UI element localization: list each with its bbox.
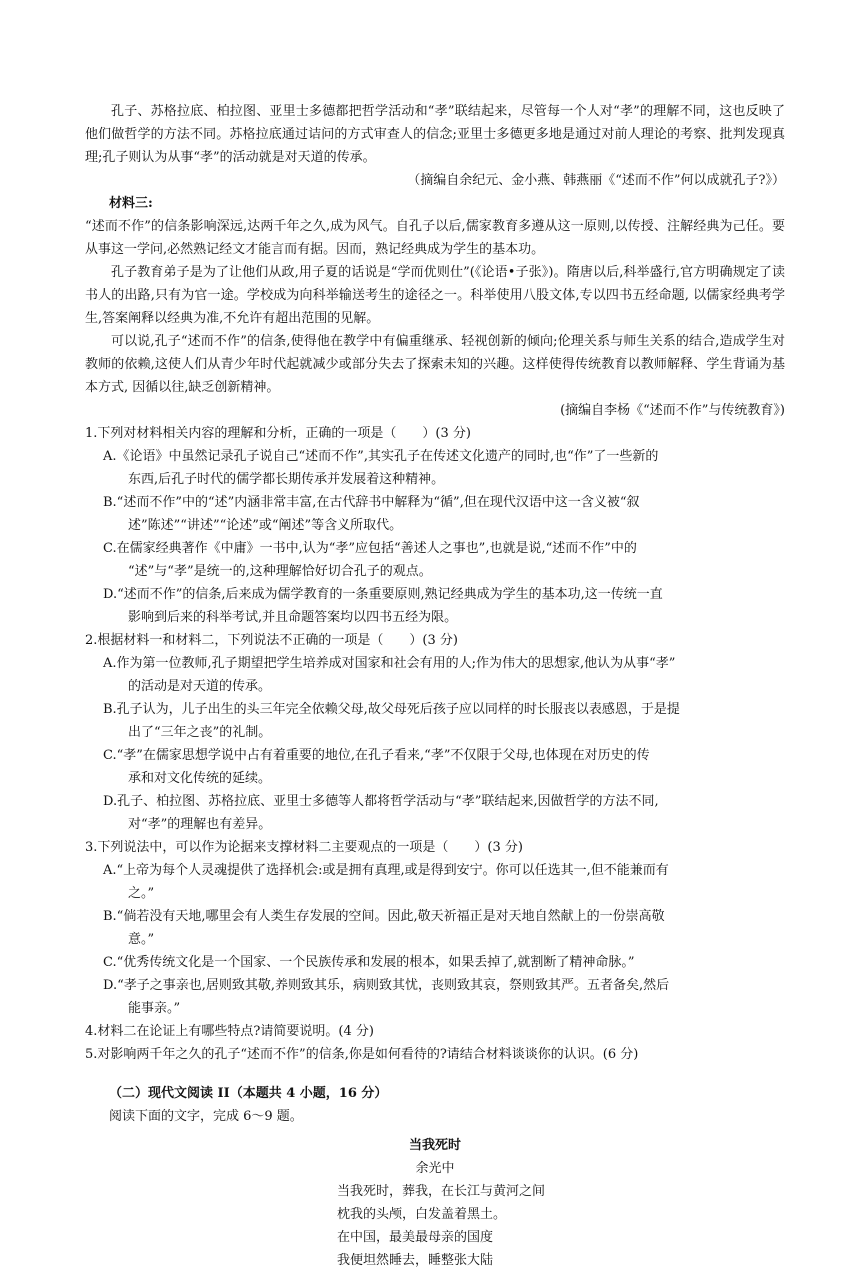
option-line: A.“上帝为每个人灵魂提供了选择机会:或是拥有真理,或是得到安宁。你可以任选其一,但不能兼而有	[103, 863, 669, 878]
option-line: B.孔子认为，儿子出生的头三年完全依赖父母,故父母死后孩子应以同样的时长服丧以表感恩，于是提	[103, 702, 680, 717]
material2-source: （摘编自余纪元、金小燕、韩燕丽《“述而不作”何以成就孔子?》）	[407, 173, 785, 188]
option-line: B.“述而不作”中的“述”内涵非常丰富,在古代辞书中解释为“循”,但在现代汉语中这一含义被“叙	[103, 495, 640, 510]
material2-closing-paragraph: 孔子、苏格拉底、柏拉图、亚里士多德都把哲学活动和“孝”联结起来，尽管每一个人对“孝”的理解不同，这也反映了他们做哲学的方法不同。苏格拉底通过诘问的方式审查人的信念;亚里士多德更多地是通过对前人理论的考察、批判发现真理;孔子则认为从事“孝”的活动就是对天道的传承。	[85, 104, 785, 165]
poem-line: 当我死时，葬我，在长江与黄河之间	[337, 1184, 546, 1199]
option-continuation: 的活动是对天道的传承。	[128, 679, 272, 694]
poem-line: 我便坦然睡去，睡整张大陆	[337, 1253, 494, 1268]
option-b	[85, 698, 785, 744]
option-continuation: 影响到后来的科举考试,并且命题答案均以四书五经为限。	[128, 610, 458, 625]
question-5-stem: 5.对影响两千年之久的孔子“述而不作”的信条,你是如何看待的?请结合材料谈谈你的认识。(6 分)	[85, 1047, 639, 1062]
section-2-title: （二）现代文阅读 II（本题共 4 小题，16 分）	[109, 1086, 388, 1101]
option-c	[85, 744, 785, 790]
option-line: C.在儒家经典著作《中庸》一书中,认为“孝”应包括“善述人之事也”,也就是说,“述而不作”中的	[103, 541, 637, 556]
material3-paragraph-3: 可以说,孔子“述而不作”的信条,使得他在教学中有偏重继承、轻视创新的倾向;伦理关系与师生关系的结合,造成学生对教师的依赖,这使人们从青少年时代起就减少或部分失去了探索未知的兴趣。这样使得传统教育以教师解释、学生背诵为基本方式, 因循以往,缺乏创新精神。	[85, 334, 785, 395]
option-c	[85, 537, 785, 583]
option-continuation: 之。”	[128, 886, 155, 901]
question-3	[85, 836, 785, 1020]
material3-paragraph-2: 孔子教育弟子是为了让他们从政,用子夏的话说是“学而优则仕”(《论语•子张》)。隋唐以后,科举盛行,官方明确规定了读书人的出路,只有为官一途。学校成为向科举输送考生的途径之一。科举使用八股文体,专以四书五经命题, 以儒家经典考学生,答案阐释以经典为准,不允许有超出范围的见解。	[85, 265, 785, 326]
question-2	[85, 629, 785, 836]
option-continuation: 能事亲。”	[128, 1001, 181, 1016]
document-page	[85, 100, 785, 1272]
option-line: A.《论语》中虽然记录孔子说自己“述而不作”,其实孔子在传述文化遗产的同时,也“作”了一些新的	[103, 449, 659, 464]
option-line: D.“孝子之事亲也,居则致其敬,养则致其乐，病则致其忧，丧则致其哀，祭则致其严。五者备矣,然后	[103, 978, 670, 993]
material3-source: (摘编自李杨《“述而不作”与传统教育》)	[560, 403, 785, 418]
option-continuation: 承和对文化传统的延续。	[128, 771, 272, 786]
option-continuation: “述”与“孝”是统一的,这种理解恰好切合孔子的观点。	[128, 564, 432, 579]
option-a	[85, 859, 785, 905]
question-1	[85, 422, 785, 629]
poem-line: 枕我的头颅，白发盖着黑土。	[337, 1207, 507, 1222]
option-c	[85, 951, 785, 974]
option-continuation: 意。”	[128, 932, 155, 947]
option-d	[85, 974, 785, 1020]
poem-title: 当我死时	[408, 1138, 461, 1153]
option-a	[85, 445, 785, 491]
option-continuation: 述”陈述”“讲述”“论述”或“阐述”等含义所取代。	[128, 518, 403, 533]
option-d	[85, 790, 785, 836]
option-b	[85, 491, 785, 537]
section-2-instruction: 阅读下面的文字，完成 6～9 题。	[109, 1109, 303, 1124]
option-line: B.“倘若没有天地,哪里会有人类生存发展的空间。因此,敬天祈福正是对天地自然献上的一份崇高敬	[103, 909, 665, 924]
question-4-stem: 4.材料二在论证上有哪些特点?请简要说明。(4 分)	[85, 1024, 374, 1039]
question-stem: 1.下列对材料相关内容的理解和分析，正确的一项是（ ）(3 分)	[85, 426, 471, 441]
question-stem: 2.根据材料一和材料二，下列说法不正确的一项是（ ）(3 分)	[85, 633, 458, 648]
option-line: A.作为第一位教师,孔子期望把学生培养成对国家和社会有用的人;作为伟大的思想家,他认为从事“孝”	[103, 656, 676, 671]
option-line: C.“优秀传统文化是一个国家、一个民族传承和发展的根本，如果丢掉了,就割断了精神命脉。”	[103, 955, 635, 970]
option-continuation: 对“孝”的理解也有差异。	[128, 817, 272, 832]
option-b	[85, 905, 785, 951]
option-d	[85, 583, 785, 629]
poem-author: 余光中	[415, 1161, 455, 1176]
option-continuation: 出了“三年之丧”的礼制。	[128, 725, 272, 740]
option-line: D.“述而不作”的信条,后来成为儒学教育的一条重要原则,熟记经典成为学生的基本功,这一传统一直	[103, 587, 663, 602]
option-continuation: 东西,后孔子时代的儒学都长期传承并发展着这种精神。	[128, 472, 445, 487]
material3-paragraph-1: “述而不作”的信条影响深远,达两千年之久,成为风气。自孔子以后,儒家教育多遵从这一原则,以传授、注解经典为己任。要从事这一学问,必然熟记经文才能言而有据。因而，熟记经典成为学生的基本功。	[85, 219, 785, 257]
option-a	[85, 652, 785, 698]
option-line: D.孔子、柏拉图、苏格拉底、亚里士多德等人都将哲学活动与“孝”联结起来,因做哲学的方法不同,	[103, 794, 659, 809]
material3-heading: 材料三:	[109, 196, 153, 211]
option-line: C.“孝”在儒家思想学说中占有着重要的地位,在孔子看来,“孝”不仅限于父母,也体现在对历史的传	[103, 748, 650, 763]
poem-line: 在中国，最美最母亲的国度	[337, 1230, 494, 1245]
question-stem: 3.下列说法中，可以作为论据来支撑材料二主要观点的一项是（ ）(3 分)	[85, 840, 523, 855]
